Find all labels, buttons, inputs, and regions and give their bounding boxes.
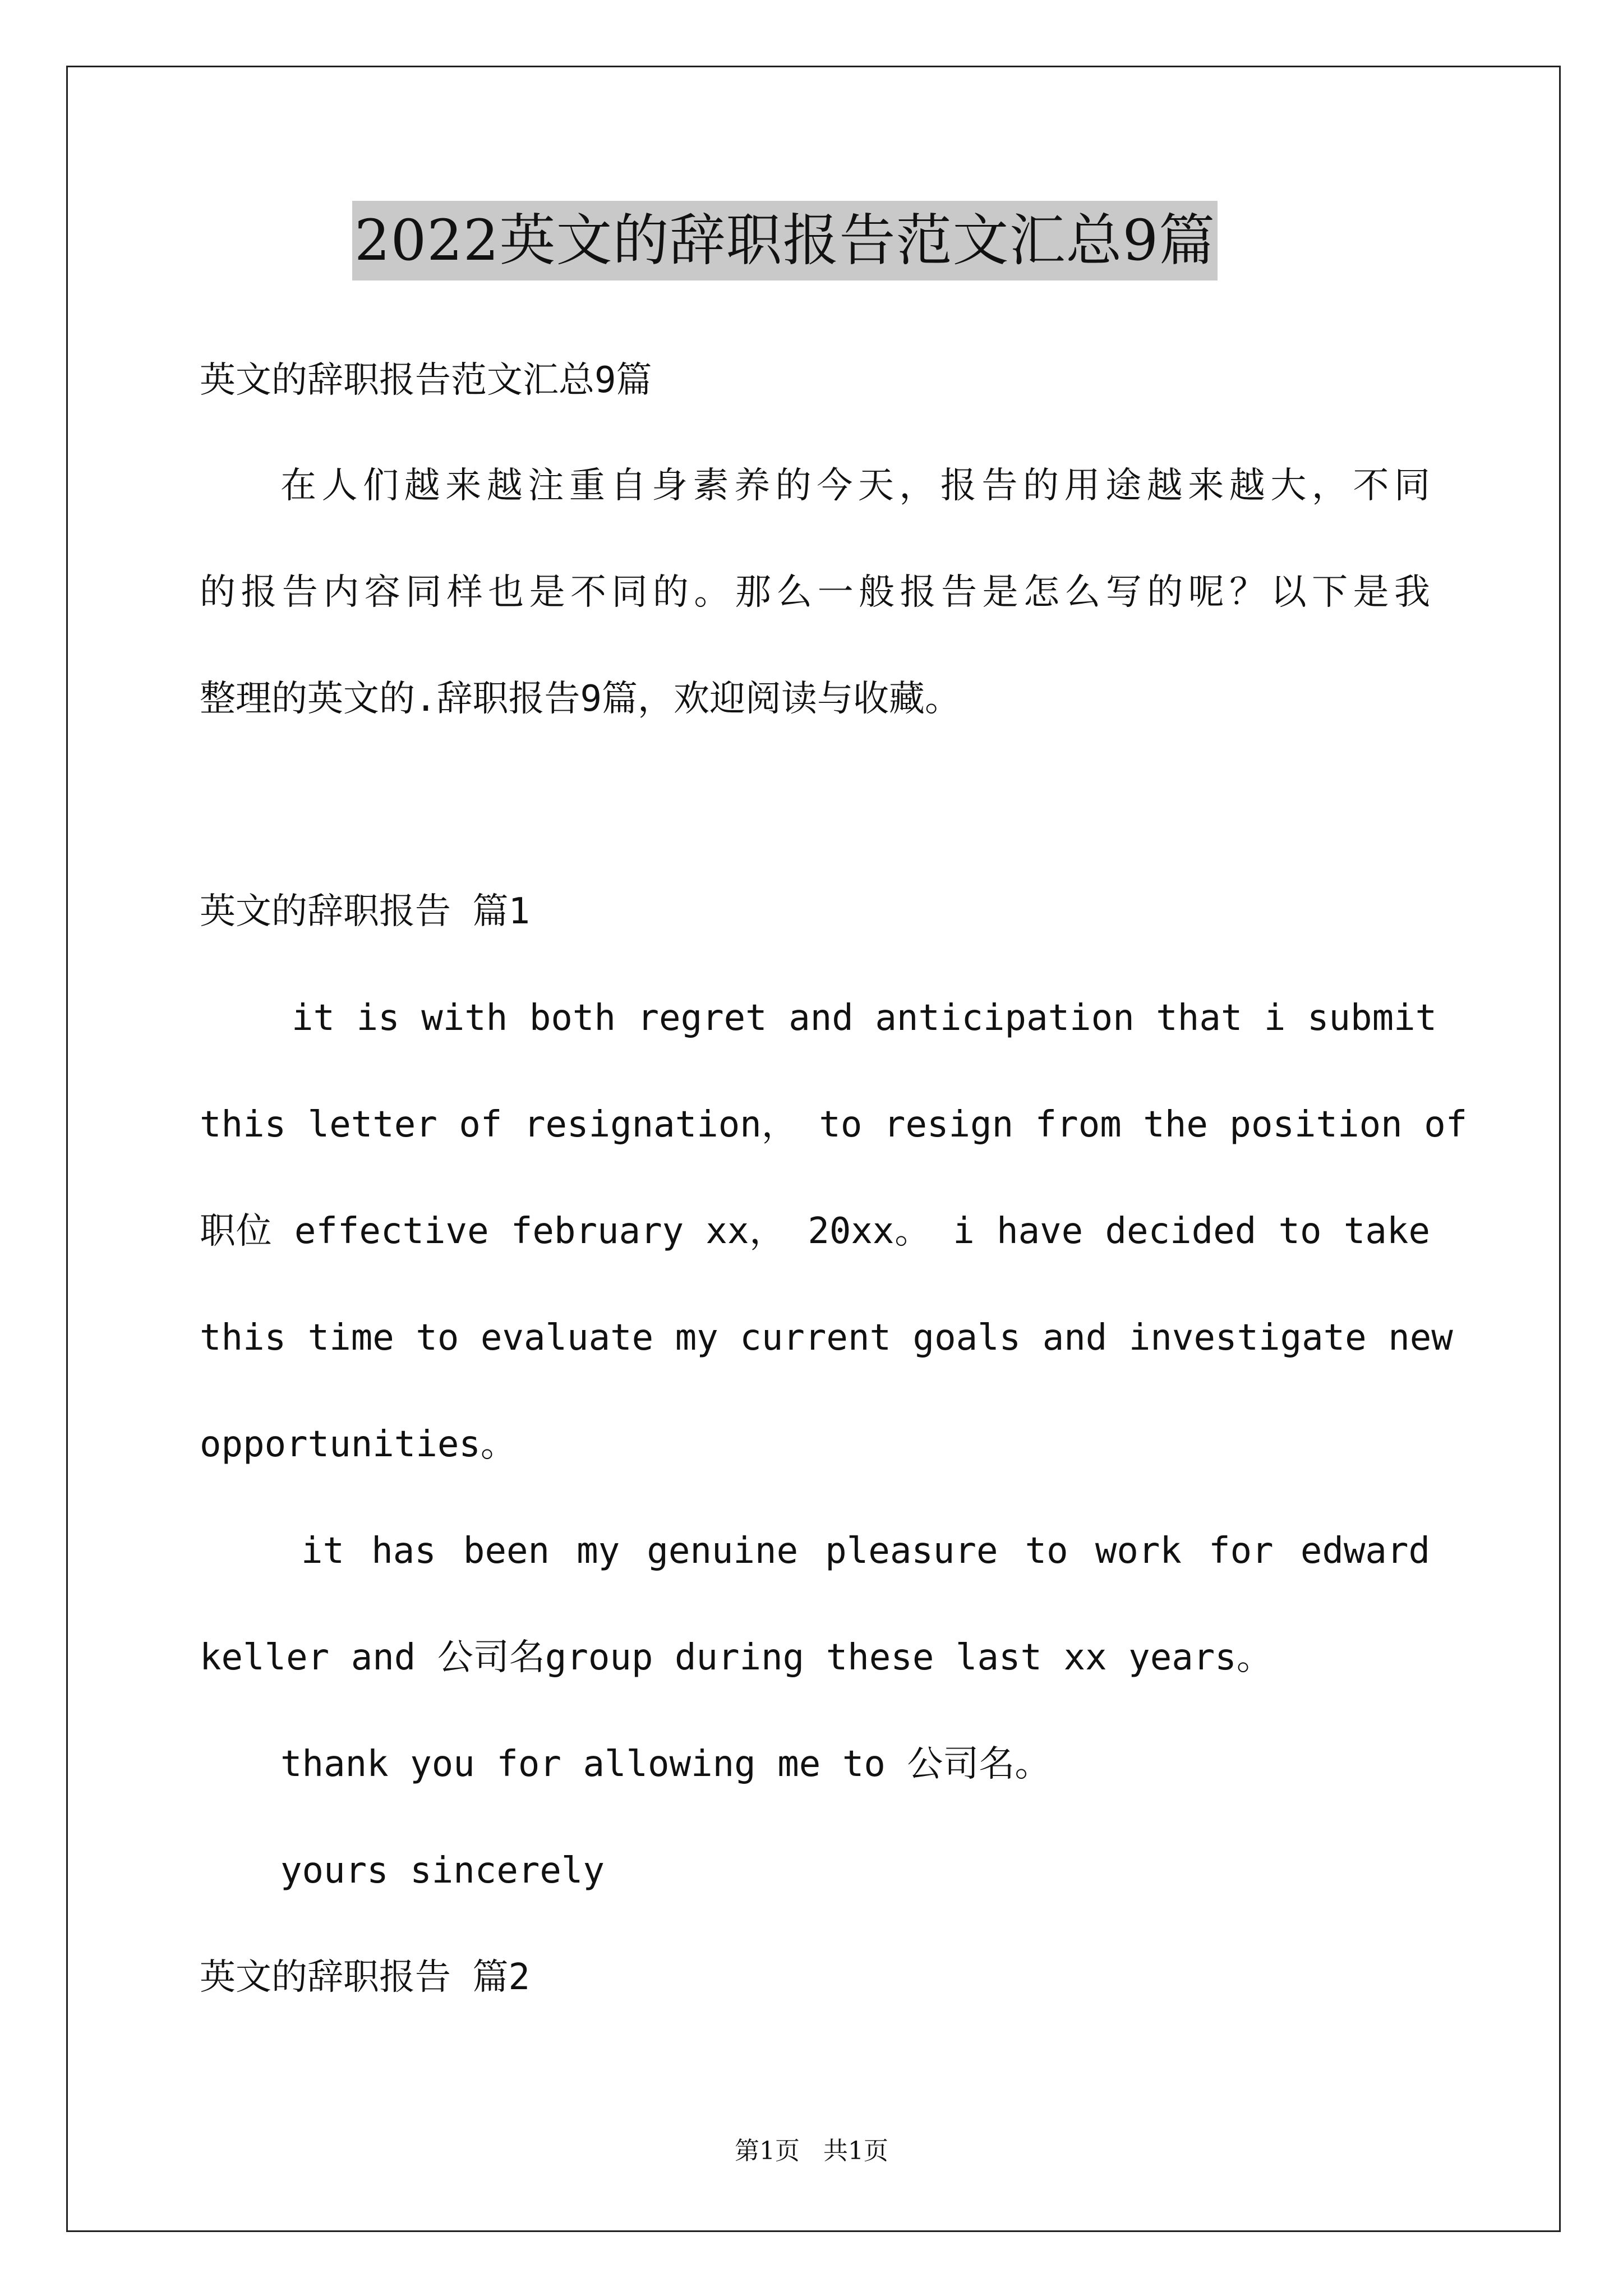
paragraph-line: this letter of resignation， to resign from the position of xyxy=(200,1104,1468,1145)
page-footer: 第1页 共1页 xyxy=(735,2137,888,2165)
paragraph-line: it is with both regret and anticipation that i submit xyxy=(292,997,1437,1039)
paragraph-line: opportunities。 xyxy=(200,1424,517,1465)
paragraph-line: 职位 effective february xx， 20xx。 i have decided to take xyxy=(200,1211,1430,1252)
letter-closing: yours sincerely xyxy=(280,1850,605,1892)
paragraph-line: it has been my genuine pleasure to work for edward xyxy=(301,1530,1430,1572)
section-heading-2: 英文的辞职报告 篇2 xyxy=(200,1957,531,1998)
document-title: 2022英文的辞职报告范文汇总9篇 xyxy=(352,201,1218,280)
paragraph-line: thank you for allowing me to 公司名。 xyxy=(280,1743,1051,1785)
intro-line: 整理的英文的.辞职报告9篇，欢迎阅读与收藏。 xyxy=(200,678,961,720)
paragraph-line: keller and 公司名group during these last xx years。 xyxy=(200,1637,1272,1678)
paragraph-line: this time to evaluate my current goals and investigate new xyxy=(200,1317,1453,1359)
document-subtitle: 英文的辞职报告范文汇总9篇 xyxy=(200,360,652,401)
intro-line: 的报告内容同样也是不同的。那么一般报告是怎么写的呢？以下是我 xyxy=(200,572,1430,613)
intro-line: 在人们越来越注重自身素养的今天，报告的用途越来越大，不同 xyxy=(280,465,1430,507)
section-heading-1: 英文的辞职报告 篇1 xyxy=(200,891,531,932)
